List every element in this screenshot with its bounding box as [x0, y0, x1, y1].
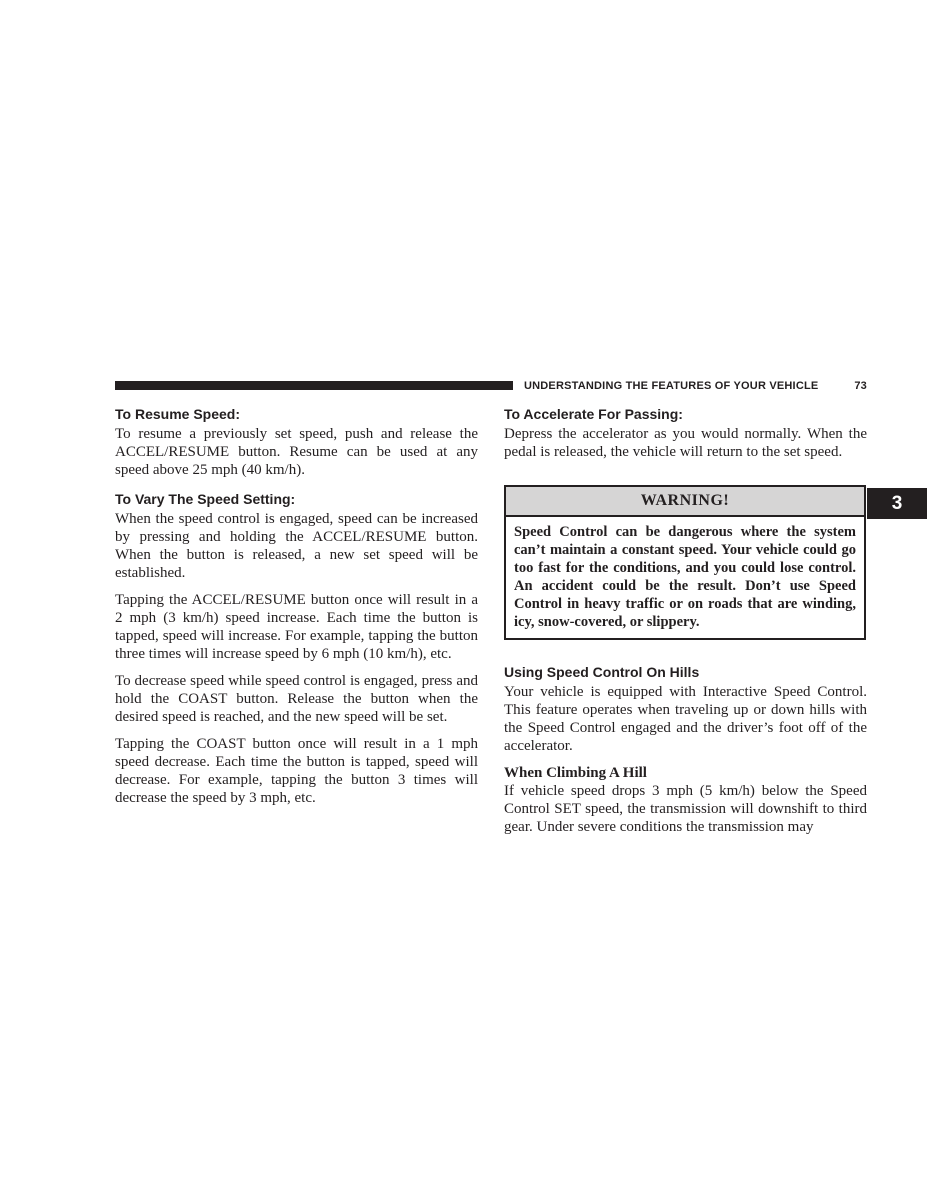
vary-speed-paragraph-2: Tapping the ACCEL/RESUME button once will result in a 2 mph (3 km/h) speed increase. Each time the button is tapped, speed will increase. For example, tapping the button three times will increase speed by 6 mph (10 km/h), etc.	[115, 592, 478, 662]
accelerate-passing-paragraph: Depress the accelerator as you would normally. When the pedal is released, the vehicle will return to the set speed.	[504, 426, 867, 460]
page-number: 73	[854, 380, 867, 392]
chapter-tab: 3	[867, 488, 927, 519]
warning-title: WARNING!	[506, 487, 864, 517]
warning-text: Speed Control can be dangerous where the system can’t maintain a constant speed. Your vehicle could go too fast for the conditions, and you could lose control. An accident could be the result. Don’t use Speed Control in heavy traffic or on roads that are winding, icy, snow-covered, or slippery.	[514, 524, 856, 630]
vary-speed-paragraph-1: When the speed control is engaged, speed can be increased by pressing and holding the ACCEL/RESUME button. When the button is released, a new set speed will be established.	[115, 511, 478, 581]
vary-speed-paragraph-4: Tapping the COAST button once will result in a 1 mph speed decrease. Each time the button is tapped, speed will decrease. For example, tapping the button 3 times will decrease the speed by 3 mph, etc.	[115, 736, 478, 806]
resume-speed-paragraph: To resume a previously set speed, push and release the ACCEL/RESUME button. Resume can be used at any speed above 25 mph (40 km/h).	[115, 426, 478, 478]
header-rule	[115, 381, 513, 390]
resume-speed-heading: To Resume Speed:	[115, 406, 240, 422]
climbing-hill-paragraph: If vehicle speed drops 3 mph (5 km/h) below the Speed Control SET speed, the transmission will downshift to third gear. Under severe conditions the transmission may	[504, 783, 867, 835]
vary-speed-heading: To Vary The Speed Setting:	[115, 491, 296, 507]
climbing-hill-heading: When Climbing A Hill	[504, 765, 647, 781]
hills-paragraph: Your vehicle is equipped with Interactive Speed Control. This feature operates when traveling up or down hills with the Speed Control engaged and the driver’s foot off of the accelerator.	[504, 684, 867, 754]
warning-box	[504, 485, 866, 640]
right-column	[504, 406, 867, 836]
section-title: UNDERSTANDING THE FEATURES OF YOUR VEHICLE	[524, 380, 819, 392]
running-header	[524, 378, 867, 394]
hills-heading: Using Speed Control On Hills	[504, 664, 700, 680]
left-column	[115, 406, 478, 807]
accelerate-passing-heading: To Accelerate For Passing:	[504, 406, 683, 422]
vary-speed-paragraph-3: To decrease speed while speed control is engaged, press and hold the COAST button. Release the button when the desired speed is reached, and the new speed will be set.	[115, 673, 478, 725]
